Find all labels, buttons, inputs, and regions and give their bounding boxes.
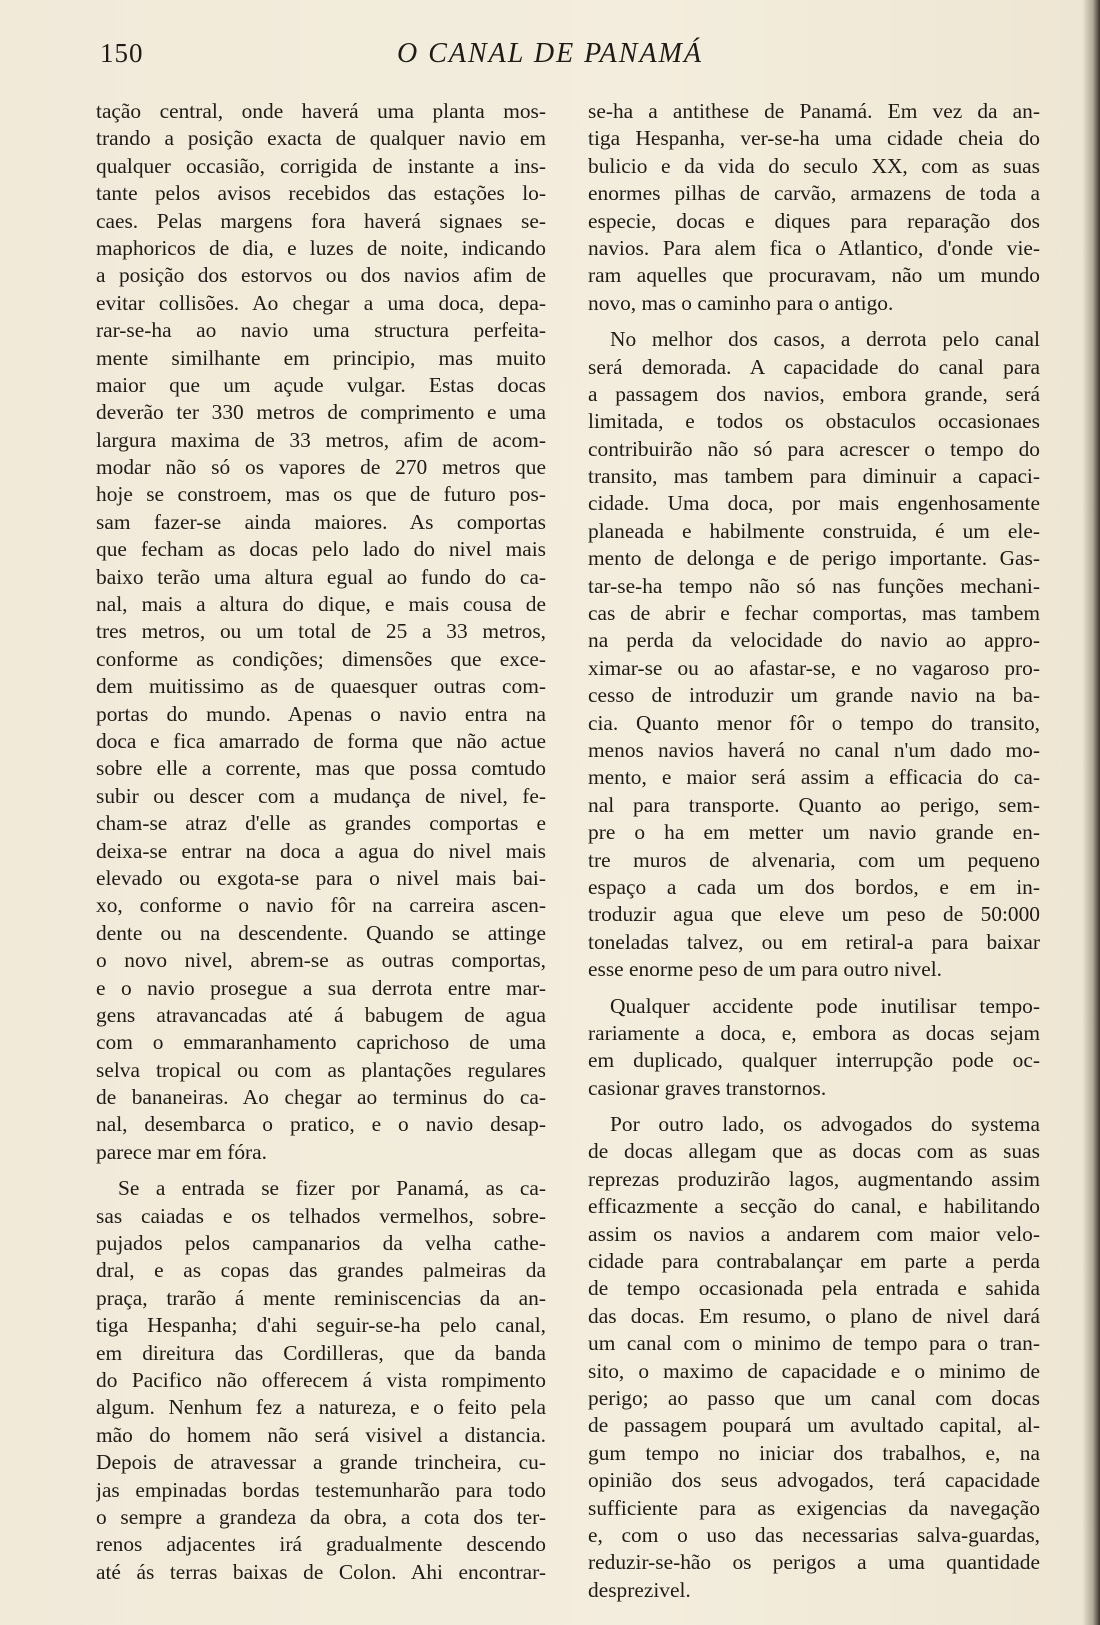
text-column-right bbox=[588, 98, 1040, 1604]
text-line: deixa-se entrar na doca a agua do nivel mais bbox=[96, 838, 546, 863]
text-line: reprezas produzirão lagos, augmentando assim bbox=[588, 1166, 1040, 1191]
text-line: doca e fica amarrado de forma que não actue bbox=[96, 728, 546, 753]
text-line: hoje se constroem, mas os que de futuro pos- bbox=[96, 482, 546, 507]
text-line: reduzir-se-hão os perigos a uma quantidade bbox=[588, 1550, 1040, 1575]
text-line: mão do homem não será visivel a distancia. bbox=[96, 1422, 546, 1447]
text-line: tiga Hespanha, ver-se-ha uma cidade cheia do bbox=[588, 126, 1040, 151]
text-line: cidade para contrabalançar em parte a perda bbox=[588, 1249, 1040, 1274]
text-line: do Pacifico não offerecem á vista rompimento bbox=[96, 1367, 546, 1392]
text-line: desprezivel. bbox=[588, 1577, 691, 1602]
text-line: cesso de introduzir um grande navio na ba- bbox=[588, 683, 1040, 708]
text-line: Se a entrada se fizer por Panamá, as ca- bbox=[118, 1176, 546, 1201]
text-line: gum tempo no iniciar dos trabalhos, e, na bbox=[588, 1440, 1040, 1465]
text-line: casionar graves transtornos. bbox=[588, 1075, 827, 1100]
text-line: xo, conforme o navio fôr na carreira ascen- bbox=[96, 893, 546, 918]
text-line: dente ou na descendente. Quando se attinge bbox=[96, 920, 546, 945]
text-line: mento de delonga e de perigo importante. Gas- bbox=[588, 546, 1040, 571]
text-line: o novo nivel, abrem-se as outras comportas, bbox=[96, 948, 546, 973]
text-line: a passagem dos navios, embora grande, será bbox=[588, 381, 1040, 406]
paragraph-gap bbox=[588, 1102, 1040, 1111]
text-line: evitar collisões. Ao chegar a uma doca, depa- bbox=[96, 290, 546, 315]
text-line: Qualquer accidente pode inutilisar tempo- bbox=[610, 993, 1040, 1018]
text-line: perigo; ao passo que um canal com docas bbox=[588, 1385, 1040, 1410]
text-line: das docas. Em resumo, o plano de nivel dará bbox=[588, 1303, 1040, 1328]
text-line: enormes pilhas de carvão, armazens de toda a bbox=[588, 181, 1040, 206]
text-line: de bananeiras. Ao chegar ao terminus do ca- bbox=[96, 1085, 546, 1110]
text-line: sufficiente para as exigencias da navegação bbox=[588, 1495, 1040, 1520]
text-line: se-ha a antithese de Panamá. Em vez da an- bbox=[588, 99, 1040, 123]
page-number: 150 bbox=[100, 38, 144, 68]
text-line: tre muros de alvenaria, com um pequeno bbox=[588, 847, 1040, 872]
paragraph-gap bbox=[588, 317, 1040, 326]
text-line: maphoricos de dia, e luzes de noite, indicando bbox=[96, 235, 546, 260]
text-line: novo, mas o caminho para o antigo. bbox=[588, 290, 894, 315]
text-line: nal, desembarca o pratico, e o navio desap- bbox=[96, 1112, 546, 1137]
text-line: caes. Pelas margens fora haverá signaes se- bbox=[96, 208, 546, 233]
text-line: um canal com o minimo de tempo para o tran- bbox=[588, 1331, 1040, 1356]
text-line: tante pelos avisos recebidos das estações lo- bbox=[96, 181, 546, 206]
text-line: especie, docas e diques para reparação dos bbox=[588, 208, 1040, 233]
text-line: nal para transporte. Quanto ao perigo, sem- bbox=[588, 792, 1040, 817]
text-column-left bbox=[96, 98, 546, 1586]
text-line: que fecham as docas pelo lado do nivel mais bbox=[96, 537, 546, 562]
text-line: mente similhante em principio, mas muito bbox=[96, 345, 546, 370]
text-line: pre o ha em metter um navio grande en- bbox=[588, 820, 1040, 845]
text-line: portas do mundo. Apenas o navio entra na bbox=[96, 701, 546, 726]
text-line: toneladas talvez, ou em retiral-a para baixar bbox=[588, 929, 1040, 954]
page-edge-shadow bbox=[1082, 0, 1100, 1625]
text-line: maior que um açude vulgar. Estas docas bbox=[96, 372, 546, 397]
text-line: até ás terras baixas de Colon. Ahi encontrar- bbox=[96, 1559, 546, 1584]
text-line: de passagem poupará um avultado capital, al- bbox=[588, 1413, 1040, 1438]
page-header bbox=[100, 38, 1000, 78]
text-line: em direitura das Cordilleras, que da banda bbox=[96, 1340, 546, 1365]
text-line: limitada, e todos os obstaculos occasionaes bbox=[588, 409, 1040, 434]
text-line: e o navio prosegue a sua derrota entre mar- bbox=[96, 975, 546, 1000]
text-line: baixo terão uma altura egual ao fundo do ca- bbox=[96, 564, 546, 589]
text-line: tiga Hespanha; d'ahi seguir-se-ha pelo canal, bbox=[96, 1313, 546, 1338]
text-line: dem muitissimo as de quaesquer outras com- bbox=[96, 674, 546, 699]
text-line: tação central, onde haverá uma planta mos- bbox=[96, 99, 546, 123]
text-line: menos navios haverá no canal n'um dado mo- bbox=[588, 737, 1040, 762]
text-line: ram aquelles que procuravam, não um mundo bbox=[588, 263, 1040, 288]
running-head-title: O CANAL DE PANAMÁ bbox=[397, 38, 703, 69]
text-line: sobre elle a corrente, mas que possa comtudo bbox=[96, 756, 546, 781]
text-line: deverão ter 330 metros de comprimento e uma bbox=[96, 400, 546, 425]
text-line: a posição dos estorvos ou dos navios afim de bbox=[96, 263, 546, 288]
text-line: qualquer occasião, corrigida de instante a ins- bbox=[96, 153, 546, 178]
text-line: rar-se-ha ao navio uma structura perfeita- bbox=[96, 318, 546, 343]
paragraph-gap bbox=[96, 1166, 546, 1175]
text-line: tar-se-ha tempo não só nas funções mechani- bbox=[588, 573, 1040, 598]
text-line: de tempo occasionada pela entrada e sahida bbox=[588, 1276, 1040, 1301]
text-line: tres metros, ou um total de 25 a 33 metros, bbox=[96, 619, 546, 644]
text-line: renos adjacentes irá gradualmente descendo bbox=[96, 1532, 546, 1557]
text-line: elevado ou exgota-se para o nivel mais bai- bbox=[96, 865, 546, 890]
text-line: trando a posição exacta de qualquer navio em bbox=[96, 126, 546, 151]
text-line: sam fazer-se ainda maiores. As comportas bbox=[96, 509, 546, 534]
text-line: efficazmente a secção do canal, e habilitando bbox=[588, 1194, 1040, 1219]
text-line: na perda da velocidade do navio ao appro- bbox=[588, 628, 1040, 653]
text-line: em duplicado, qualquer interrupção pode oc- bbox=[588, 1048, 1040, 1073]
text-line: praça, trarão á mente reminiscencias da an- bbox=[96, 1285, 546, 1310]
text-line: Depois de atravessar a grande trincheira, cu- bbox=[96, 1450, 546, 1475]
paragraph-gap bbox=[588, 984, 1040, 993]
text-line: planeada e habilmente construida, é um ele- bbox=[588, 518, 1040, 543]
text-line: sas caiadas e os telhados vermelhos, sobre- bbox=[96, 1203, 546, 1228]
text-line: troduzir agua que eleve um peso de 50:000 bbox=[588, 902, 1040, 927]
text-line: cas de abrir e fechar comportas, mas tambem bbox=[588, 601, 1040, 626]
text-line: navios. Para alem fica o Atlantico, d'onde vie- bbox=[588, 235, 1040, 260]
text-line: conforme as condições; dimensões que exce- bbox=[96, 646, 546, 671]
text-line: parece mar em fóra. bbox=[96, 1139, 268, 1164]
text-line: espaço a cada um dos bordos, e em in- bbox=[588, 874, 1040, 899]
text-line: jas empinadas bordas testemunharão para todo bbox=[96, 1477, 546, 1502]
text-line: ximar-se ou ao afastar-se, e no vagaroso pro- bbox=[588, 655, 1040, 680]
text-line: sito, o maximo de capacidade e o minimo de bbox=[588, 1358, 1040, 1383]
text-line: gens atravancadas até á babugem de agua bbox=[96, 1002, 546, 1027]
text-line: com o emmaranhamento caprichoso de uma bbox=[96, 1030, 546, 1055]
text-line: opinião dos seus advogados, terá capacidade bbox=[588, 1468, 1040, 1493]
text-line: será demorada. A capacidade do canal para bbox=[588, 354, 1040, 379]
text-line: rariamente a doca, e, embora as docas sejam bbox=[588, 1020, 1040, 1045]
text-line: e, com o uso das necessarias salva-guardas, bbox=[588, 1522, 1040, 1547]
text-line: No melhor dos casos, a derrota pelo canal bbox=[610, 327, 1040, 352]
text-line: algum. Nenhum fez a natureza, e o feito pela bbox=[96, 1395, 546, 1420]
text-line: de docas allegam que as docas com as suas bbox=[588, 1139, 1040, 1164]
text-line: cia. Quanto menor fôr o tempo do transito, bbox=[588, 710, 1040, 735]
text-line: cham-se atraz d'elle as grandes comportas e bbox=[96, 811, 546, 836]
text-line: subir ou descer com a mudança de nivel, fe- bbox=[96, 783, 546, 808]
text-line: esse enorme peso de um para outro nivel. bbox=[588, 957, 943, 982]
text-line: modar não só os vapores de 270 metros que bbox=[96, 455, 546, 480]
text-line: nal, mais a altura do dique, e mais cousa de bbox=[96, 592, 546, 617]
text-line: Por outro lado, os advogados do systema bbox=[610, 1112, 1040, 1137]
text-line: pujados pelos campanarios da velha cathe- bbox=[96, 1231, 546, 1256]
text-line: contribuirão não só para acrescer o tempo do bbox=[588, 436, 1040, 461]
text-line: dral, e as copas das grandes palmeiras da bbox=[96, 1258, 546, 1283]
text-line: transito, mas tambem para diminuir a capaci- bbox=[588, 464, 1040, 489]
text-line: mento, e maior será assim a efficacia do ca- bbox=[588, 765, 1040, 790]
text-line: assim os navios a andarem com maior velo- bbox=[588, 1221, 1040, 1246]
text-line: cidade. Uma doca, por mais engenhosamente bbox=[588, 491, 1040, 516]
text-line: bulicio e da vida do seculo XX, com as suas bbox=[588, 153, 1040, 178]
text-line: o sempre a grandeza da obra, a cota dos ter- bbox=[96, 1504, 546, 1529]
text-line: selva tropical ou com as plantações regulares bbox=[96, 1057, 546, 1082]
text-line: largura maxima de 33 metros, afim de acom- bbox=[96, 427, 546, 452]
